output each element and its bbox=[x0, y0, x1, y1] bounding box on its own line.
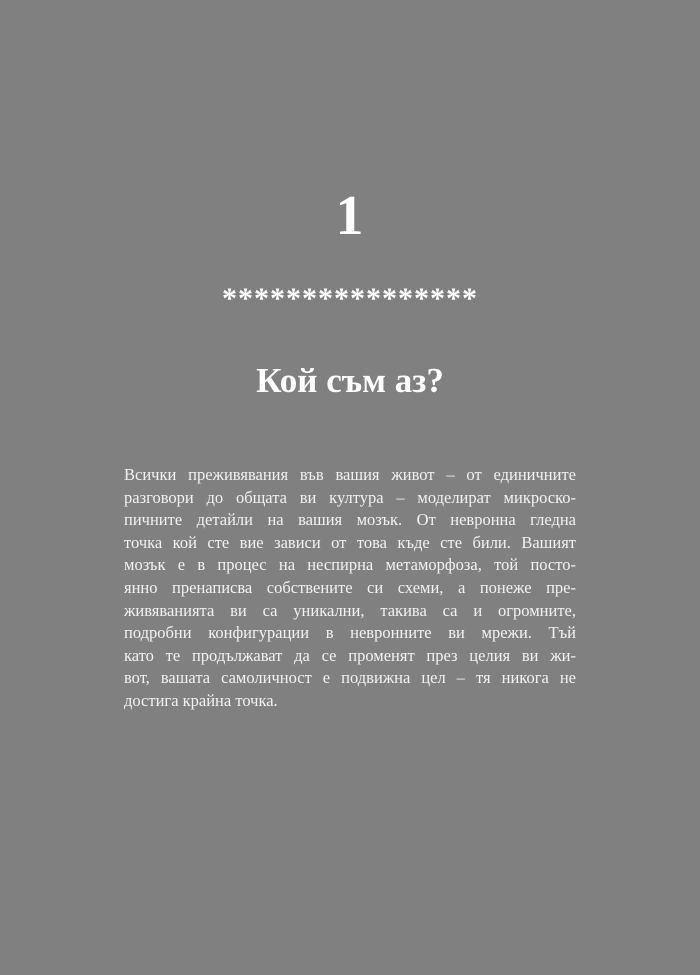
chapter-number: 1 bbox=[335, 185, 365, 247]
chapter-paragraph bbox=[124, 464, 576, 713]
paragraph-line: точка кой сте вие зависи от това къде сте били. Вашият bbox=[124, 532, 576, 552]
paragraph-line: Всички преживявания във вашия живот – от единичните bbox=[124, 465, 576, 484]
paragraph-line: като те продължават да се променят през целия ви жи- bbox=[124, 645, 576, 665]
paragraph-line: подробни конфигурации в невронните ви мрежи. Тъй bbox=[124, 623, 576, 643]
paragraph-line: пичните детайли на вашия мозък. От невронна гледна bbox=[124, 510, 576, 530]
paragraph-line: достига крайна точка. bbox=[124, 690, 278, 710]
paragraph-line: янно пренаписва собствените си схеми, а понеже пре- bbox=[124, 577, 576, 597]
paragraph-line: мозък е в процес на неспирна метаморфоза, той посто- bbox=[124, 555, 576, 575]
chapter-title: Кой съм аз? bbox=[256, 361, 444, 400]
paragraph-line: вот, вашата самоличност е подвижна цел – тя никога не bbox=[124, 668, 576, 688]
paragraph-line: разговори до общата ви култура – моделират микроско- bbox=[124, 487, 576, 507]
ornamental-separator: **************** bbox=[222, 282, 478, 315]
paragraph-line: живяванията ви са уникални, такива са и огромните, bbox=[124, 600, 576, 620]
